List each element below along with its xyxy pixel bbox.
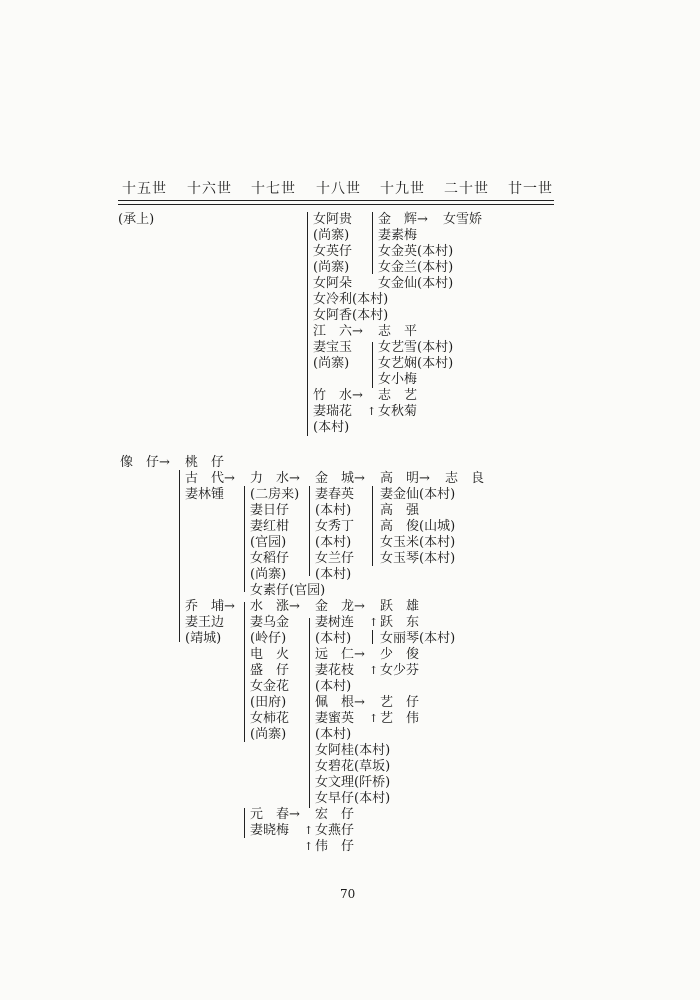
person-entry: 女兰仔	[315, 551, 355, 566]
person-entry: 桃 仔	[185, 455, 225, 470]
person-entry: (靖城)	[185, 631, 222, 646]
person-entry: 女碧花(草坂)	[315, 759, 391, 774]
bracket-line	[309, 618, 310, 808]
bracket-line	[244, 602, 245, 742]
person-entry: 高 明→	[380, 471, 430, 486]
person-entry: 妻春英	[315, 487, 355, 502]
person-entry: (本村)	[315, 631, 352, 646]
person-entry: 妻树连	[315, 615, 355, 630]
person-entry: 女金仙(本村)	[378, 276, 454, 291]
person-entry: 女少芬	[380, 663, 420, 678]
person-entry: 妻蜜英	[315, 711, 355, 726]
person-entry: 女金兰(本村)	[378, 260, 454, 275]
person-entry: 志 艺	[378, 388, 418, 403]
person-entry: 宏 仔	[315, 807, 355, 822]
person-entry: 女柿花	[250, 711, 290, 726]
person-entry: 妻日仔	[250, 503, 290, 518]
gen-20: 二十世	[444, 181, 489, 197]
person-entry: 伟 仔	[315, 839, 355, 854]
person-entry: 金 城→	[315, 471, 365, 486]
person-entry: 妻花枝	[315, 663, 355, 678]
person-entry: 女艺娴(本村)	[378, 356, 454, 371]
person-entry: 女金花	[250, 679, 290, 694]
person-entry: 盛 仔	[250, 663, 290, 678]
bracket-line	[309, 486, 310, 576]
person-entry: 艺 伟	[380, 711, 420, 726]
person-entry: 志 良	[445, 471, 485, 486]
person-entry: 乔 埔→	[185, 599, 235, 614]
person-entry: 女雪娇	[443, 212, 483, 227]
person-entry: 女文理(阡桥)	[315, 775, 391, 790]
person-entry: 妻晓梅	[250, 823, 290, 838]
person-entry: 志 平	[378, 324, 418, 339]
bracket-line	[307, 212, 308, 436]
person-entry: 妻王边	[185, 615, 225, 630]
bracket-line	[244, 808, 245, 838]
gen-17: 十七世	[251, 181, 296, 197]
bracket-line	[179, 470, 180, 642]
person-entry: 女玉米(本村)	[380, 535, 456, 550]
bracket-line	[244, 486, 245, 592]
person-entry: 远 仁→	[315, 647, 365, 662]
gen-15: 十五世	[122, 181, 167, 197]
person-entry: 女玉琴(本村)	[380, 551, 456, 566]
person-entry: 妻林锺	[185, 487, 225, 502]
person-entry: 金 辉→	[378, 212, 428, 227]
person-entry: (尚寨)	[313, 260, 350, 275]
person-entry: 女早仔(本村)	[315, 791, 391, 806]
person-entry: 跃 雄	[380, 599, 420, 614]
person-entry: (尚寨)	[313, 356, 350, 371]
person-entry: 女阿桂(本村)	[315, 743, 391, 758]
person-entry: 妻素梅	[378, 228, 418, 243]
gen-18: 十八世	[316, 181, 361, 197]
person-entry: 妻瑞花	[313, 404, 353, 419]
person-entry: (尚寨)	[250, 727, 287, 742]
person-entry: 江 六→	[313, 324, 363, 339]
person-entry: 佩 根→	[315, 695, 365, 710]
bracket-line	[372, 342, 373, 388]
person-entry: (官园)	[250, 535, 287, 550]
person-entry: (田府)	[250, 695, 287, 710]
person-entry: 妻宝玉	[313, 340, 353, 355]
person-entry: 女秀丁	[315, 519, 355, 534]
person-entry: 竹 水→	[313, 388, 363, 403]
person-entry: 女英仔	[313, 244, 353, 259]
person-entry: 水 涨→	[250, 599, 300, 614]
person-entry: 高 俊(山城)	[380, 519, 456, 534]
person-entry: 女稻仔	[250, 551, 290, 566]
bracket-line	[372, 486, 373, 566]
person-entry: (本村)	[315, 679, 352, 694]
person-entry: (本村)	[313, 420, 350, 435]
person-entry: 女素仔(官园)	[250, 583, 326, 598]
bracket-line	[372, 630, 373, 644]
person-entry: 像 仔→	[120, 455, 170, 470]
gen-16: 十六世	[187, 181, 232, 197]
person-entry: 女金英(本村)	[378, 244, 454, 259]
header-rule-bottom	[118, 204, 554, 205]
up-arrow-icon: ↑	[304, 824, 314, 837]
page-number: 70	[340, 887, 356, 901]
person-entry: (尚寨)	[250, 567, 287, 582]
person-entry: 妻红柑	[250, 519, 290, 534]
up-arrow-icon: ↑	[369, 712, 379, 725]
person-entry: 少 俊	[380, 647, 420, 662]
person-entry: 元 春→	[250, 807, 300, 822]
person-entry: 金 龙→	[315, 599, 365, 614]
bracket-line	[372, 212, 373, 274]
person-entry: 跃 东	[380, 615, 420, 630]
person-entry: (本村)	[315, 535, 352, 550]
up-arrow-icon: ↑	[369, 664, 379, 677]
person-entry: 女冷利(本村)	[313, 292, 389, 307]
person-entry: 女燕仔	[315, 823, 355, 838]
gen-21: 廿一世	[508, 181, 553, 197]
person-entry: 电 火	[250, 647, 290, 662]
person-entry: 艺 仔	[380, 695, 420, 710]
person-entry: 女小梅	[378, 372, 418, 387]
person-entry: (岭仔)	[250, 631, 287, 646]
up-arrow-icon: ↑	[367, 405, 377, 418]
person-entry: 力 水→	[250, 471, 300, 486]
person-entry: (本村)	[315, 567, 352, 582]
person-entry: 女丽琴(本村)	[380, 631, 456, 646]
person-entry: 高 强	[380, 503, 420, 518]
person-entry: (本村)	[315, 727, 352, 742]
person-entry: 女秋菊	[378, 404, 418, 419]
up-arrow-icon: ↑	[369, 616, 379, 629]
person-entry: 古 代→	[185, 471, 235, 486]
person-entry: 妻乌金	[250, 615, 290, 630]
person-entry: (二房来)	[250, 487, 300, 502]
up-arrow-icon: ↑	[304, 840, 314, 853]
person-entry: (尚寨)	[313, 228, 350, 243]
gen-19: 十九世	[380, 181, 425, 197]
header-rule-top	[118, 200, 554, 201]
person-entry: 女阿贵	[313, 212, 353, 227]
person-entry: (本村)	[315, 503, 352, 518]
continued-label: (承上)	[118, 212, 155, 227]
person-entry: 女阿香(本村)	[313, 308, 389, 323]
person-entry: 女艺雪(本村)	[378, 340, 454, 355]
person-entry: 女阿朵	[313, 276, 353, 291]
person-entry: 妻金仙(本村)	[380, 487, 456, 502]
